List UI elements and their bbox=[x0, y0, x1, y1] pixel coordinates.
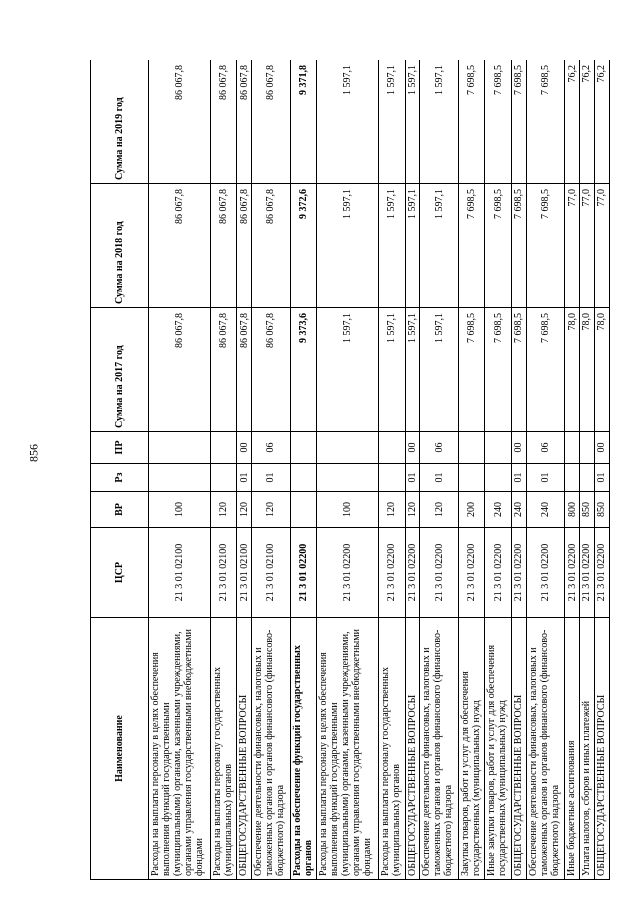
cell-rz: 01 bbox=[594, 464, 609, 492]
cell-sum-2017: 7 698,5 bbox=[485, 308, 512, 432]
cell-sum-2018: 86 067,8 bbox=[237, 184, 252, 308]
cell-pr bbox=[290, 432, 317, 464]
cell-sum-2018: 77,0 bbox=[565, 184, 580, 308]
cell-sum-2017: 9 373,6 bbox=[290, 308, 317, 432]
cell-sum-2019: 1 597,1 bbox=[317, 60, 379, 184]
cell-name: Обеспечение деятельности финансовых, налоговых и таможенных органов и органов финансового (финансово-бюджетного) надзора bbox=[252, 618, 290, 880]
cell-csr: 21 3 01 02100 bbox=[149, 528, 211, 618]
table-body bbox=[149, 60, 610, 880]
cell-sum-2017: 78,0 bbox=[594, 308, 609, 432]
header-rz: Рз bbox=[91, 464, 149, 492]
cell-csr: 21 3 01 02200 bbox=[594, 528, 609, 618]
cell-sum-2019: 7 698,5 bbox=[526, 60, 564, 184]
cell-sum-2017: 7 698,5 bbox=[458, 308, 485, 432]
cell-name: ОБЩЕГОСУДАРСТВЕННЫЕ ВОПРОСЫ bbox=[405, 618, 420, 880]
cell-name: ОБЩЕГОСУДАРСТВЕННЫЕ ВОПРОСЫ bbox=[511, 618, 526, 880]
header-csr: ЦСР bbox=[91, 528, 149, 618]
cell-rz bbox=[149, 464, 211, 492]
table-row bbox=[237, 60, 252, 880]
cell-csr: 21 3 01 02100 bbox=[210, 528, 237, 618]
cell-name: Расходы на обеспечение функций государственных органов bbox=[290, 618, 317, 880]
cell-csr: 21 3 01 02200 bbox=[317, 528, 379, 618]
cell-sum-2019: 7 698,5 bbox=[458, 60, 485, 184]
cell-sum-2017: 86 067,8 bbox=[149, 308, 211, 432]
cell-sum-2017: 1 597,1 bbox=[378, 308, 405, 432]
table-row bbox=[378, 60, 405, 880]
cell-pr: 00 bbox=[511, 432, 526, 464]
table-row bbox=[511, 60, 526, 880]
cell-sum-2018: 9 372,6 bbox=[290, 184, 317, 308]
cell-pr: 06 bbox=[526, 432, 564, 464]
table-header-row bbox=[91, 60, 149, 880]
cell-vr: 850 bbox=[594, 492, 609, 528]
table-row bbox=[594, 60, 609, 880]
budget-table bbox=[90, 60, 610, 880]
cell-name: Обеспечение деятельности финансовых, налоговых и таможенных органов и органов финансового (финансово-бюджетного) надзора bbox=[420, 618, 458, 880]
cell-vr: 800 bbox=[565, 492, 580, 528]
cell-vr: 850 bbox=[580, 492, 595, 528]
cell-csr: 21 3 01 02100 bbox=[252, 528, 290, 618]
header-sum-2019: Сумма на 2019 год bbox=[91, 60, 149, 184]
cell-name: Уплата налогов, сборов и иных платежей bbox=[580, 618, 595, 880]
cell-vr: 120 bbox=[210, 492, 237, 528]
cell-csr: 21 3 01 02200 bbox=[420, 528, 458, 618]
cell-sum-2019: 76,2 bbox=[565, 60, 580, 184]
cell-sum-2017: 7 698,5 bbox=[511, 308, 526, 432]
cell-sum-2017: 86 067,8 bbox=[210, 308, 237, 432]
cell-csr: 21 3 01 02200 bbox=[290, 528, 317, 618]
cell-sum-2018: 7 698,5 bbox=[485, 184, 512, 308]
table-row bbox=[420, 60, 458, 880]
cell-csr: 21 3 01 02200 bbox=[458, 528, 485, 618]
cell-sum-2019: 86 067,8 bbox=[252, 60, 290, 184]
cell-vr: 240 bbox=[511, 492, 526, 528]
cell-sum-2017: 78,0 bbox=[580, 308, 595, 432]
cell-name: Закупка товаров, работ и услуг для обеспечения государственных (муниципальных) нужд bbox=[458, 618, 485, 880]
table-row bbox=[485, 60, 512, 880]
cell-vr: 200 bbox=[458, 492, 485, 528]
cell-pr: 00 bbox=[594, 432, 609, 464]
cell-vr: 240 bbox=[485, 492, 512, 528]
cell-sum-2019: 7 698,5 bbox=[485, 60, 512, 184]
cell-pr bbox=[458, 432, 485, 464]
cell-rz: 01 bbox=[511, 464, 526, 492]
cell-sum-2017: 1 597,1 bbox=[420, 308, 458, 432]
cell-csr: 21 3 01 02200 bbox=[580, 528, 595, 618]
cell-vr: 240 bbox=[526, 492, 564, 528]
cell-rz: 01 bbox=[420, 464, 458, 492]
cell-csr: 21 3 01 02200 bbox=[405, 528, 420, 618]
cell-sum-2017: 1 597,1 bbox=[405, 308, 420, 432]
cell-sum-2017: 86 067,8 bbox=[252, 308, 290, 432]
cell-rz bbox=[485, 464, 512, 492]
cell-sum-2019: 1 597,1 bbox=[420, 60, 458, 184]
cell-rz bbox=[317, 464, 379, 492]
cell-sum-2019: 86 067,8 bbox=[210, 60, 237, 184]
table-row bbox=[458, 60, 485, 880]
cell-pr bbox=[317, 432, 379, 464]
cell-sum-2019: 1 597,1 bbox=[405, 60, 420, 184]
table-row bbox=[290, 60, 317, 880]
cell-sum-2019: 86 067,8 bbox=[149, 60, 211, 184]
cell-csr: 21 3 01 02100 bbox=[237, 528, 252, 618]
cell-sum-2017: 1 597,1 bbox=[317, 308, 379, 432]
cell-sum-2017: 86 067,8 bbox=[237, 308, 252, 432]
rotated-page bbox=[90, 60, 610, 880]
cell-vr: 120 bbox=[378, 492, 405, 528]
table-row bbox=[210, 60, 237, 880]
cell-name: Обеспечение деятельности финансовых, налоговых и таможенных органов и органов финансового (финансово-бюджетного) надзора bbox=[526, 618, 564, 880]
cell-sum-2018: 7 698,5 bbox=[458, 184, 485, 308]
cell-pr bbox=[149, 432, 211, 464]
cell-rz: 01 bbox=[237, 464, 252, 492]
cell-rz bbox=[210, 464, 237, 492]
cell-vr: 120 bbox=[420, 492, 458, 528]
cell-vr: 100 bbox=[317, 492, 379, 528]
cell-rz: 01 bbox=[252, 464, 290, 492]
cell-vr: 120 bbox=[405, 492, 420, 528]
cell-rz: 01 bbox=[405, 464, 420, 492]
rotated-content bbox=[90, 60, 610, 880]
cell-pr bbox=[485, 432, 512, 464]
cell-sum-2018: 77,0 bbox=[594, 184, 609, 308]
cell-sum-2018: 7 698,5 bbox=[526, 184, 564, 308]
cell-pr: 00 bbox=[237, 432, 252, 464]
header-sum-2017: Сумма на 2017 год bbox=[91, 308, 149, 432]
cell-sum-2019: 76,2 bbox=[580, 60, 595, 184]
cell-pr bbox=[580, 432, 595, 464]
header-vr: ВР bbox=[91, 492, 149, 528]
cell-name: Иные закупки товаров, работ и услуг для обеспечения государственных (муниципальных) нужд bbox=[485, 618, 512, 880]
cell-vr: 120 bbox=[252, 492, 290, 528]
cell-sum-2019: 86 067,8 bbox=[237, 60, 252, 184]
cell-csr: 21 3 01 02200 bbox=[485, 528, 512, 618]
cell-vr bbox=[290, 492, 317, 528]
cell-rz bbox=[458, 464, 485, 492]
cell-pr bbox=[210, 432, 237, 464]
cell-vr: 100 bbox=[149, 492, 211, 528]
cell-name: Расходы на выплаты персоналу в целях обеспечения выполнения функций государственными (муниципальными) органами, казенными учреждениями, органами управления государственными внебюджетными фондами bbox=[149, 618, 211, 880]
cell-sum-2018: 1 597,1 bbox=[317, 184, 379, 308]
table-row bbox=[580, 60, 595, 880]
cell-rz bbox=[565, 464, 580, 492]
cell-csr: 21 3 01 02200 bbox=[511, 528, 526, 618]
cell-sum-2018: 86 067,8 bbox=[149, 184, 211, 308]
cell-sum-2018: 1 597,1 bbox=[378, 184, 405, 308]
cell-vr: 120 bbox=[237, 492, 252, 528]
cell-name: Расходы на выплаты персоналу государственных (муниципальных) органов bbox=[210, 618, 237, 880]
cell-csr: 21 3 01 02200 bbox=[526, 528, 564, 618]
cell-rz bbox=[580, 464, 595, 492]
cell-sum-2019: 7 698,5 bbox=[511, 60, 526, 184]
page-number bbox=[22, 436, 46, 470]
cell-sum-2018: 86 067,8 bbox=[210, 184, 237, 308]
cell-pr bbox=[378, 432, 405, 464]
header-name: Наименование bbox=[91, 618, 149, 880]
page-number-text: 856 bbox=[26, 444, 41, 462]
table-row bbox=[405, 60, 420, 880]
cell-pr: 06 bbox=[420, 432, 458, 464]
cell-sum-2018: 1 597,1 bbox=[405, 184, 420, 308]
cell-sum-2017: 7 698,5 bbox=[526, 308, 564, 432]
cell-rz bbox=[290, 464, 317, 492]
cell-csr: 21 3 01 02200 bbox=[565, 528, 580, 618]
table-row bbox=[565, 60, 580, 880]
cell-pr: 06 bbox=[252, 432, 290, 464]
cell-pr: 00 bbox=[405, 432, 420, 464]
cell-name: Расходы на выплаты персоналу государственных (муниципальных) органов bbox=[378, 618, 405, 880]
cell-rz: 01 bbox=[526, 464, 564, 492]
cell-csr: 21 3 01 02200 bbox=[378, 528, 405, 618]
cell-name: ОБЩЕГОСУДАРСТВЕННЫЕ ВОПРОСЫ bbox=[237, 618, 252, 880]
cell-pr bbox=[565, 432, 580, 464]
cell-sum-2017: 78,0 bbox=[565, 308, 580, 432]
table-row bbox=[149, 60, 211, 880]
cell-sum-2018: 86 067,8 bbox=[252, 184, 290, 308]
cell-sum-2019: 76,2 bbox=[594, 60, 609, 184]
cell-rz bbox=[378, 464, 405, 492]
table-row bbox=[317, 60, 379, 880]
cell-sum-2018: 77,0 bbox=[580, 184, 595, 308]
cell-sum-2018: 1 597,1 bbox=[420, 184, 458, 308]
cell-name: ОБЩЕГОСУДАРСТВЕННЫЕ ВОПРОСЫ bbox=[594, 618, 609, 880]
table-row bbox=[526, 60, 564, 880]
cell-sum-2019: 1 597,1 bbox=[378, 60, 405, 184]
table-row bbox=[252, 60, 290, 880]
cell-name: Иные бюджетные ассигнования bbox=[565, 618, 580, 880]
cell-sum-2018: 7 698,5 bbox=[511, 184, 526, 308]
header-pr: ПР bbox=[91, 432, 149, 464]
cell-name: Расходы на выплаты персоналу в целях обеспечения выполнения функций государственными (муниципальными) органами, казенными учреждениями, органами управления государственными внебюджетными фондами bbox=[317, 618, 379, 880]
header-sum-2018: Сумма на 2018 год bbox=[91, 184, 149, 308]
cell-sum-2019: 9 371,8 bbox=[290, 60, 317, 184]
